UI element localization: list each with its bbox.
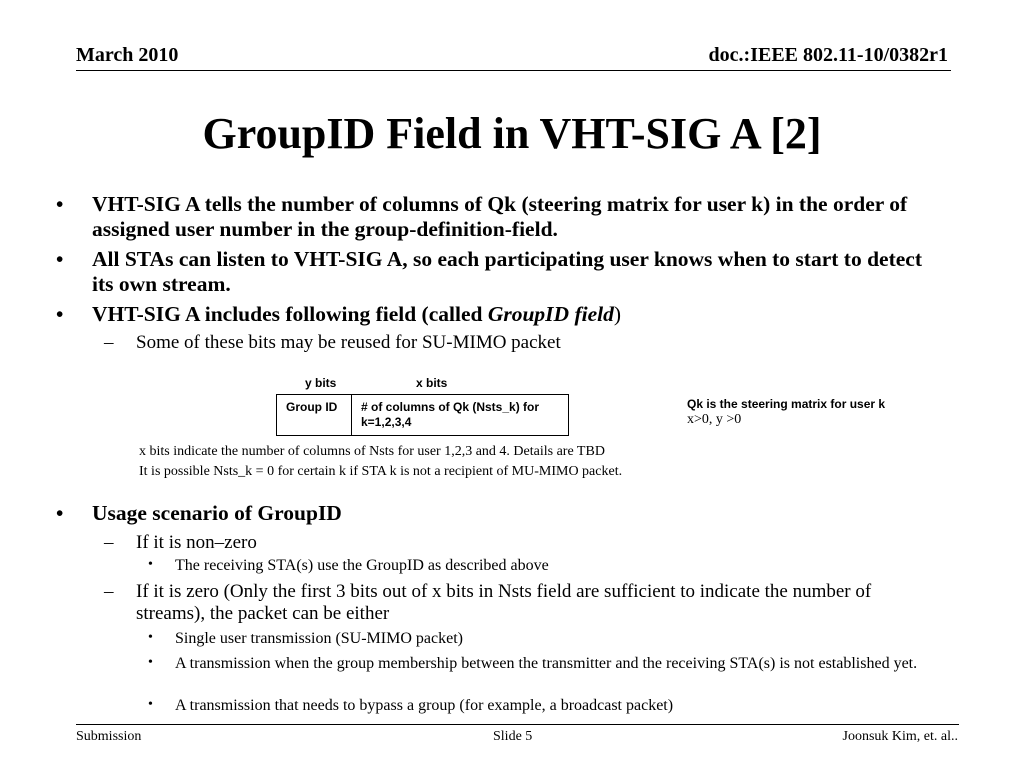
sub-item-single-user: Single user transmission (SU-MIMO packet) [175,630,463,647]
dash-marker: – [104,332,114,353]
sub-item-group-not-established: A transmission when the group membership between the transmitter and the receiving STA(s) is not established yet. [175,655,918,672]
sub-bullet-zero: If it is zero (Only the first 3 bits out of x bits in Nsts field are sufficient to indicate the number of streams), the packet can be either [136,581,872,624]
sub-item-receiving-sta: The receiving STA(s) use the GroupID as described above [175,557,549,574]
bullet-marker: • [148,655,153,670]
bullet-vht-sig-columns: VHT-SIG A tells the number of columns of Qk (steering matrix for user k) in the order of assigned user number in the group-definition-field. [92,192,908,241]
header-doc-id: doc.:IEEE 802.11-10/0382r1 [708,44,948,66]
bullet-marker: • [148,630,153,645]
sub-bullet-non-zero: If it is non–zero [136,532,257,553]
x-bits-label: x bits [416,376,448,390]
bullet-includes-field-suffix: ) [613,302,622,326]
dash-marker: – [104,581,114,602]
bullet-all-stas-listen: All STAs can listen to VHT-SIG A, so each participating user knows when to start to detect its own stream. [92,247,922,296]
sub-bullet-su-mimo-reuse: Some of these bits may be reused for SU-MIMO packet [136,332,561,353]
bullet-marker: • [148,697,153,712]
y-bits-label: y bits [305,376,337,390]
bullet-marker: • [56,501,64,525]
footer-divider [76,724,959,725]
cell-divider [351,395,352,435]
slide-title: GroupID Field in VHT-SIG A [2] [202,109,822,158]
xy-constraint-note: x>0, y >0 [687,412,742,427]
cell-nsts-columns: # of columns of Qk (Nsts_k) for k=1,2,3,4 [361,400,540,429]
nsts-zero-note: It is possible Nsts_k = 0 for certain k if STA k is not a recipient of MU-MIMO packet. [139,464,623,479]
bullet-marker: • [56,192,64,216]
header-divider [76,70,951,71]
bullet-marker: • [148,557,153,572]
bullet-usage-scenario: Usage scenario of GroupID [92,501,342,525]
footer-author: Joonsuk Kim, et. al.. [842,729,958,744]
cell-group-id: Group ID [286,400,338,414]
x-bits-note: x bits indicate the number of columns of Nsts for user 1,2,3 and 4. Details are TBD [139,444,605,459]
groupid-field-diagram [276,394,569,436]
dash-marker: – [104,532,114,553]
header-date: March 2010 [76,44,179,66]
footer-submission: Submission [76,729,142,744]
bullet-marker: • [56,302,64,326]
steering-matrix-note: Qk is the steering matrix for user k [687,397,886,411]
groupid-field-term: GroupID field [487,302,614,326]
bullet-marker: • [56,247,64,271]
bullet-includes-field [92,302,942,327]
bullet-includes-field-prefix: VHT-SIG A includes following field (called [92,302,488,326]
sub-item-bypass-group: A transmission that needs to bypass a group (for example, a broadcast packet) [175,697,674,714]
footer-slide-number: Slide 5 [493,729,533,744]
